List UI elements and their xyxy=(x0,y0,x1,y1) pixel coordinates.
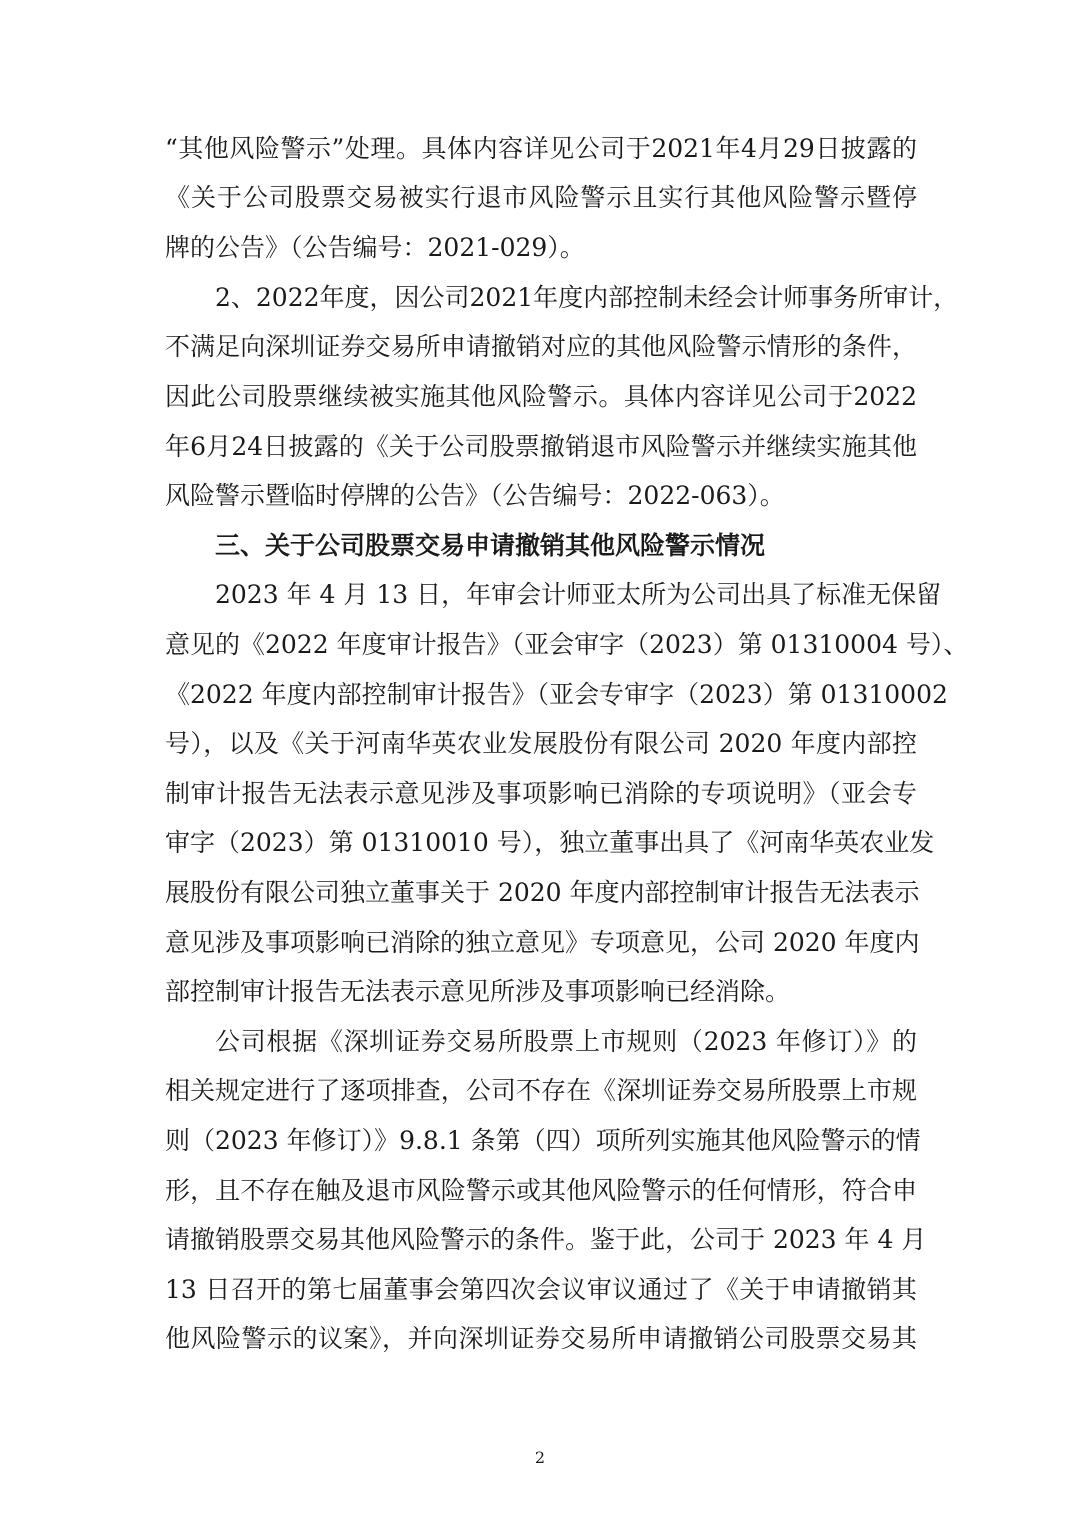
text-line: 意见涉及事项影响已消除的独立意见》专项意见，公司 2020 年度内 xyxy=(165,928,920,957)
text-line: 号），以及《关于河南华英农业发展股份有限公司 2020 年度内部控 xyxy=(165,729,917,758)
text-line: 请撤销股票交易其他风险警示的条件。鉴于此，公司于 2023 年 4 月 xyxy=(165,1225,927,1254)
text-line: 形，且不存在触及退市风险警示或其他风险警示的任何情形，符合申 xyxy=(165,1176,917,1205)
section-heading: 三、关于公司股票交易申请撤销其他风险警示情况 xyxy=(215,531,766,560)
text-line: 则（2023 年修订）》9.8.1 条第（四）项所列实施其他风险警示的情 xyxy=(165,1126,921,1155)
text-line: 2、2022年度，因公司2021年度内部控制未经会计师事务所审计， xyxy=(215,283,959,312)
text-line: 他风险警示的议案》，并向深圳证券交易所申请撤销公司股票交易其 xyxy=(165,1324,917,1353)
text-line: 牌的公告》（公告编号：2021-029）。 xyxy=(165,233,585,262)
text-line: 年6月24日披露的《关于公司股票撤销退市风险警示并继续实施其他 xyxy=(165,432,917,461)
text-line: 审字（2023）第 01310010 号），独立董事出具了《河南华英农业发 xyxy=(165,828,935,857)
text-line: 展股份有限公司独立董事关于 2020 年度内部控制审计报告无法表示 xyxy=(165,878,920,907)
text-line: 13 日召开的第七届董事会第四次会议审议通过了《关于申请撤销其 xyxy=(165,1275,917,1304)
text-line: 2023 年 4 月 13 日，年审会计师亚太所为公司出具了标准无保留 xyxy=(215,580,942,609)
text-line: 风险警示暨临时停牌的公告》（公告编号：2022-063）。 xyxy=(165,481,785,510)
text-line: 部控制审计报告无法表示意见所涉及事项影响已经消除。 xyxy=(165,977,791,1006)
text-line: “其他风险警示”处理。具体内容详见公司于2021年4月29日披露的 xyxy=(165,134,917,163)
text-line: 意见的《2022 年度审计报告》（亚会审字（2023）第 01310004 号）、 xyxy=(165,630,969,659)
text-line: 《关于公司股票交易被实行退市风险警示且实行其他风险警示暨停 xyxy=(165,183,917,212)
page-number: 2 xyxy=(534,1448,546,1467)
text-line: 不满足向深圳证券交易所申请撤销对应的其他风险警示情形的条件， xyxy=(165,332,917,361)
text-line: 制审计报告无法表示意见涉及事项影响已消除的专项说明》（亚会专 xyxy=(165,779,917,808)
text-line: 相关规定进行了逐项排查，公司不存在《深圳证券交易所股票上市规 xyxy=(165,1076,917,1105)
text-line: 公司根据《深圳证券交易所股票上市规则（2023 年修订）》的 xyxy=(215,1027,917,1056)
text-line: 《2022 年度内部控制审计报告》（亚会专审字（2023）第 01310002 xyxy=(165,680,948,709)
text-line: 因此公司股票继续被实施其他风险警示。具体内容详见公司于2022 xyxy=(165,382,917,411)
